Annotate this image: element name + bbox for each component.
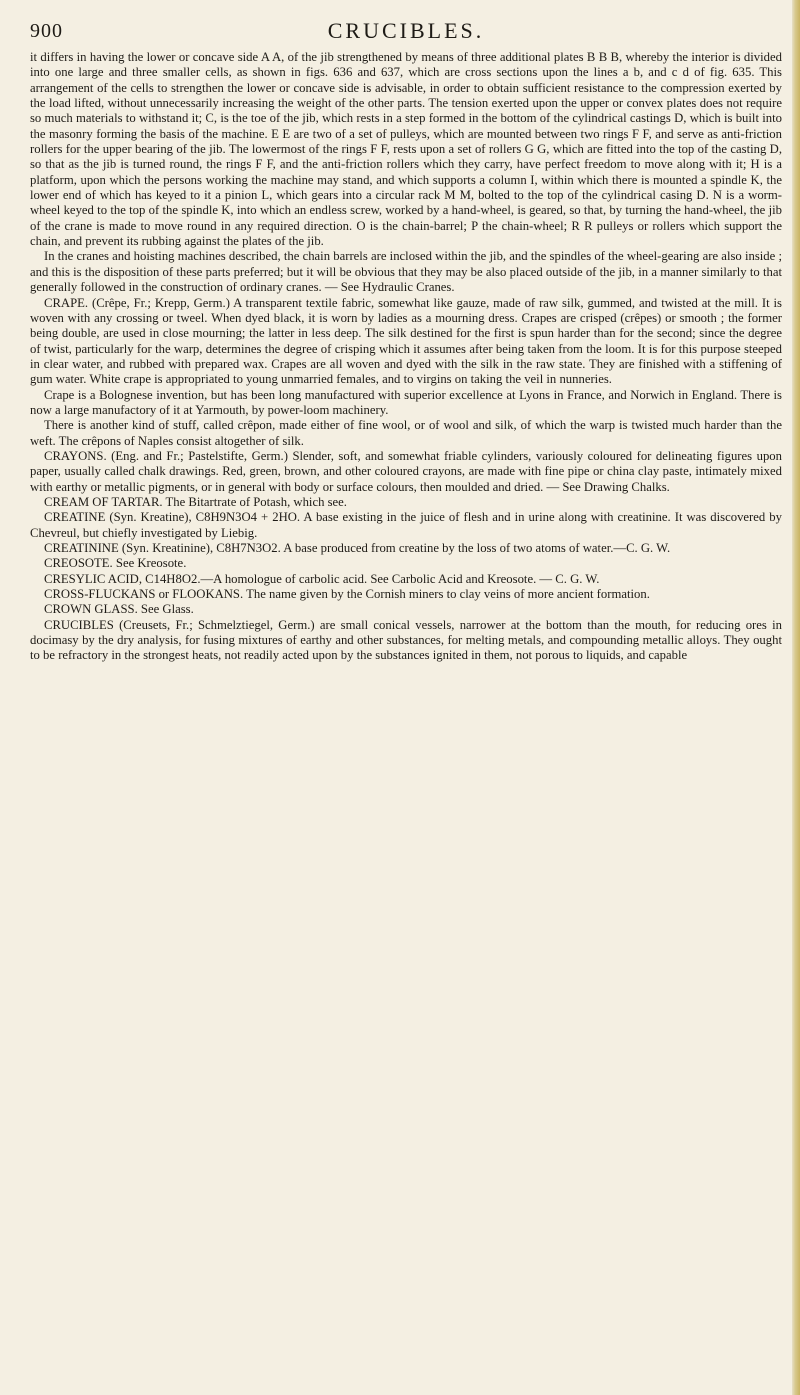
entry-crayons: CRAYONS. (Eng. and Fr.; Pastelstifte, Germ.) Slender, soft, and somewhat friable cylinders, variously coloured for delineating figures upon paper, usually called chalk drawings. Red, green, brown, and other coloured crayons, are made with fine pipe or china clay paste, intimately mixed with earthy or metallic pigments, or in general with body or surface colours, then moulded and dried. — See Drawing Chalks.: [30, 448, 782, 494]
entry-cresylic-acid: CRESYLIC ACID, C14H8O2.—A homologue of carbolic acid. See Carbolic Acid and Kreosote. — C. G. W.: [44, 571, 600, 586]
entry-crucibles: CRUCIBLES (Creusets, Fr.; Schmelztiegel, Germ.) are small conical vessels, narrower at the bottom than the mouth, for reducing ores in docimasy by the dry analysis, for fusing mixtures of earthy and other substances, for melting metals, and compounding metallic alloys. They ought to be refractory in the strongest heats, not readily acted upon by the substances ignited in them, not porous to liquids, and capable: [30, 617, 782, 663]
running-head: [30, 14, 782, 50]
paragraph-crane-description: it differs in having the lower or concave side A A, of the jib strengthened by means of three additional plates B B B, whereby the interior is divided into one large and three smaller cells, as shown in figs. 636 and 637, which are cross sections upon the lines a b, and c d of fig. 635. This arrangement of the cells to strengthen the lower or concave side is advisable, in order to obtain sufficient resistance to the compression exerted by the load lifted, without unnecessarily increasing the weight of the other parts. The tension exerted upon the upper or convex plates does not require so much materials to withstand it; C, is the toe of the jib, which rests in a step formed in the bottom of the cylindrical castings D, which is built into the masonry forming the basis of the machine. E E are two of a set of pulleys, which are mounted between two rings F F, and serve as anti-friction rollers for the upper bearing of the jib. The lowermost of the rings F F, rests upon a set of rollers G G, which are fitted into the top of the casting D, so that as the jib is turned round, the rings F F, and the anti-friction rollers which they carry, have perfect freedom to move along with it; H is a platform, upon which the persons working the machine may stand, and which supports a column I, within which there is mounted a spindle K, the lower end of which has keyed to it a pinion L, which gears into a circular rack M M, bolted to the top of the cylindrical casing D. N is a worm-wheel keyed to the top of the spindle K, into which an endless screw, worked by a hand-wheel, is geared, so that, by turning the hand-wheel, the jib of the crane is made to move round in any required direction. O is the chain-barrel; P the chain-wheel; R R pulleys or rollers which support the chain, and prevent its rubbing against the plates of the jib.: [30, 50, 782, 249]
entry-creatinine: CREATININE (Syn. Kreatinine), C8H7N3O2. A base produced from creatine by the loss of two atoms of water.—C. G. W.: [44, 541, 671, 555]
paragraph-crape-origin: Crape is a Bolognese invention, but has been long manufactured with superior excellence at Lyons in France, and Norwich in England. There is now a large manufactory of it at Yarmouth, by power-loom machinery.: [30, 387, 782, 417]
entry-crape: CRAPE. (Crêpe, Fr.; Krepp, Germ.) A transparent textile fabric, somewhat like gauze, made of raw silk, gummed, and twisted at the mill. It is woven with any crossing or tweel. When dyed black, it is worn by ladies as a mourning dress. Crapes are crisped (crêpes) or smooth ; the former being double, are used in close mourning; the latter in less deep. The silk destined for the first is spun harder than for the second; since the degree of twist, particularly for the warp, determines the degree of crisping which it assumes after being taken from the loom. It is for this purpose steeped in clear water, and rubbed with prepared wax. Crapes are all woven and dyed with the silk in the raw state. They are finished with a stiffening of gum water. White crape is appropriated to young unmarried females, and to virgins on taking the veil in nunneries.: [30, 295, 782, 387]
page-body: [30, 50, 782, 664]
page-edge: [792, 0, 800, 1395]
entry-cream-of-tartar: CREAM OF TARTAR. The Bitartrate of Potash, which see.: [44, 494, 347, 509]
paragraph-crane-chain-barrels: In the cranes and hoisting machines described, the chain barrels are inclosed within the jib, and the spindles of the wheel-gearing are also inside ; and this is the disposition of these parts preferred; but it will be obvious that they may be also placed outside of the jib, in a manner similarly to that generally followed in the construction of ordinary cranes. — See Hydraulic Cranes.: [30, 249, 782, 295]
entry-cross-fluckans: CROSS-FLUCKANS or FLOOKANS. The name given by the Cornish miners to clay veins of more ancient formation.: [44, 587, 650, 602]
book-page: [30, 14, 782, 664]
entry-creosote: CREOSOTE. See Kreosote.: [44, 556, 187, 571]
paragraph-crepon: There is another kind of stuff, called crêpon, made either of fine wool, or of wool and silk, of which the warp is twisted much harder than the weft. The crêpons of Naples consist altogether of silk.: [30, 418, 782, 448]
page-number: 900: [30, 20, 63, 42]
entry-crown-glass: CROWN GLASS. See Glass.: [44, 602, 194, 617]
running-title: CRUCIBLES.: [327, 18, 485, 43]
entry-creatine: CREATINE (Syn. Kreatine), C8H9N3O4 + 2HO. A base existing in the juice of flesh and in urine along with creatinine. It was discovered by Chevreul, but chiefly investigated by Liebig.: [30, 510, 782, 540]
